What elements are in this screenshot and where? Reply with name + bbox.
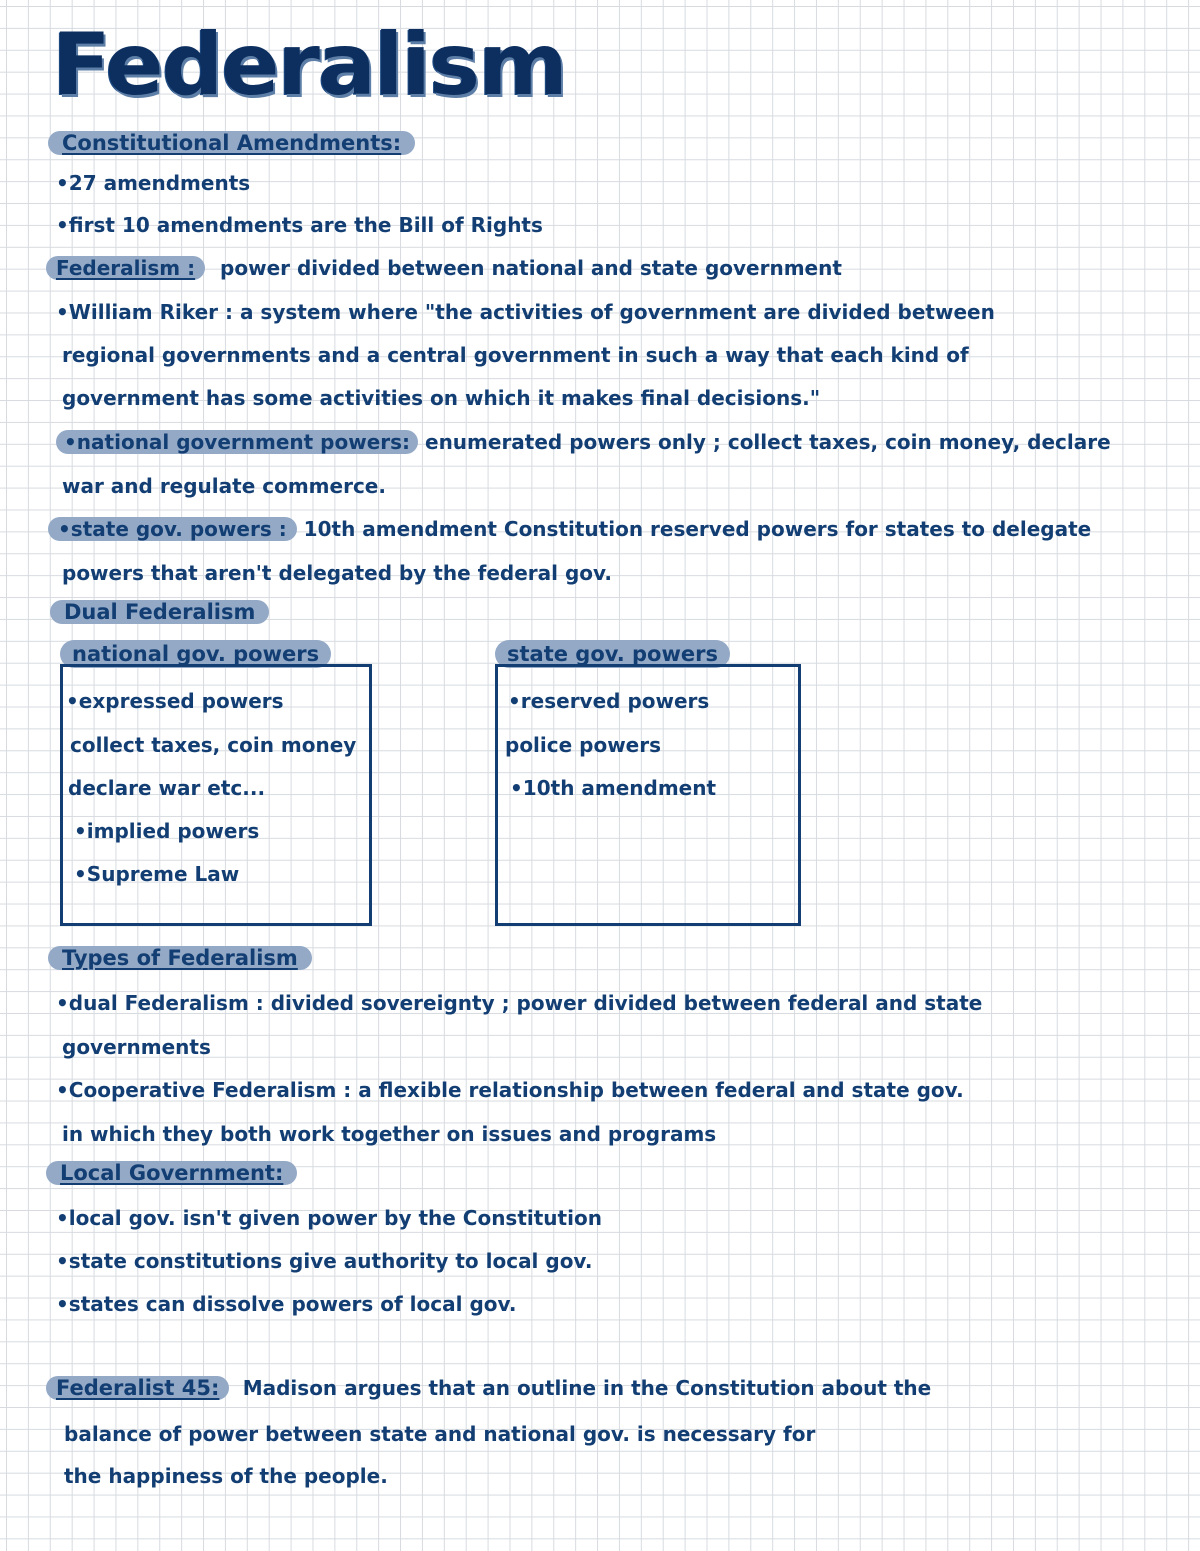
national-powers-line-1 [56,427,1111,457]
types-coop-line-2: in which they both work together on issues and programs [62,1122,717,1146]
page-title: Federalism [52,15,566,115]
federalist45-line-2: balance of power between state and national gov. is necessary for [64,1422,816,1446]
national-powers-text: enumerated powers only ; collect taxes, coin money, declare [425,430,1111,454]
local-heading: Local Government: [46,1161,297,1185]
types-dual-line-1: • dual Federalism : divided sovereignty ; power divided between federal and state [56,988,982,1018]
riker-line-2: regional governments and a central government in such a way that each kind of [62,343,969,367]
state-powers-text: 10th amendment Constitution reserved powers for states to delegate [303,517,1092,541]
types-dual-line-2: governments [62,1035,211,1059]
federalism-definition-text: power divided between national and state government [220,256,842,280]
federalist45-heading: Federalist 45: [46,1376,229,1400]
federalism-definition [46,253,842,283]
amendments-heading: Constitutional Amendments: [48,131,415,155]
types-section [48,943,312,973]
dual-heading: Dual Federalism [50,600,269,624]
national-box-line-1: • expressed powers [66,686,284,716]
national-box-line-4: • implied powers [74,816,259,846]
national-box-line-2: collect taxes, coin money [70,733,357,757]
state-box-line-1: • reserved powers [508,686,709,716]
state-box-title: state gov. powers [495,640,730,668]
types-coop-line-1: • Cooperative Federalism : a flexible relationship between federal and state gov. [56,1075,964,1105]
federalist45-line-1 [46,1373,931,1403]
federalist45-line-3: the happiness of the people. [64,1464,388,1488]
dual-section [50,597,269,627]
riker-line-1: • William Riker : a system where "the activities of government are divided between [56,297,995,327]
riker-line-3: government has some activities on which it makes final decisions." [62,386,821,410]
types-heading: Types of Federalism [48,946,312,970]
amendments-bullet-1: • 27 amendments [56,168,250,198]
state-powers-line-2: powers that aren't delegated by the federal gov. [62,561,612,585]
national-powers-line-2: war and regulate commerce. [62,474,386,498]
federalism-heading: Federalism : [46,256,205,280]
national-box-line-5: • Supreme Law [74,859,239,889]
federalist45-text-1: Madison argues that an outline in the Constitution about the [242,1376,932,1400]
local-section [46,1158,297,1188]
national-box-title: national gov. powers [60,640,331,668]
amendments-bullet-2: • first 10 amendments are the Bill of Rights [56,210,543,240]
state-box-line-3: • 10th amendment [510,773,716,803]
national-powers-label: • national government powers: [56,430,418,454]
national-box-line-3: declare war etc... [68,776,266,800]
state-powers-line-1 [48,514,1091,544]
local-bullet-2: • state constitutions give authority to local gov. [56,1246,592,1276]
state-box-line-2: police powers [505,733,662,757]
state-powers-label: • state gov. powers : [48,517,297,541]
local-bullet-1: • local gov. isn't given power by the Constitution [56,1203,602,1233]
amendments-section [48,128,415,158]
local-bullet-3: • states can dissolve powers of local gov. [56,1289,517,1319]
